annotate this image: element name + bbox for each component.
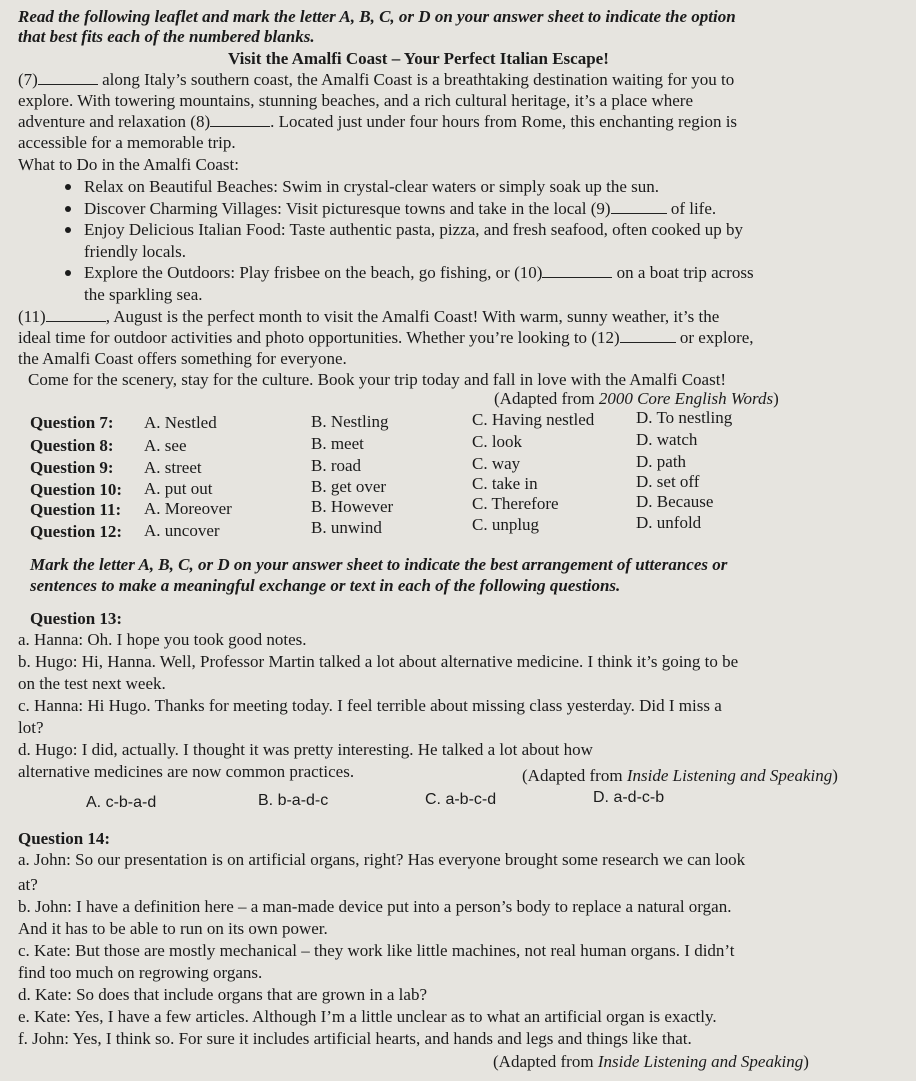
option-question-label: Question 9: [30,458,114,477]
option-c[interactable]: C. way [472,454,521,473]
q14-utterance-c-line2: find too much on regrowing organs. [18,963,263,982]
q13-option-a[interactable]: A. c-b-a-d [86,794,157,811]
option-question-label: Question 7: [30,413,114,432]
source-title: 2000 Core English Words [598,389,774,408]
para2-line2-pre: ideal time for outdoor activities and photo opportunities. Whether you’re looking to (12) [18,328,620,347]
source-prefix: (Adapted from [494,389,599,408]
leaflet-source [494,389,779,409]
blank-11 [46,307,106,322]
blank-12 [620,328,676,343]
source-suffix: ) [832,766,838,785]
q13-utterance-a: a. Hanna: Oh. I hope you took good notes. [18,630,307,649]
option-c[interactable]: C. take in [472,474,538,493]
option-b[interactable]: B. unwind [311,518,382,537]
q14-utterance-a-line1: a. John: So our presentation is on artificial organs, right? Has everyone brought some research we can look [18,850,746,869]
option-b[interactable]: B. get over [311,477,387,496]
option-d[interactable]: D. Because [636,492,714,511]
q13-utterance-c-line1: c. Hanna: Hi Hugo. Thanks for meeting today. I feel terrible about missing class yesterday. Did I miss a [18,696,722,715]
leaflet-para1-line4: accessible for a memorable trip. [18,133,236,152]
para1-line1-text: along Italy’s southern coast, the Amalfi Coast is a breathtaking destination waiting for you to [97,70,735,89]
bullet-dot-icon [65,227,71,233]
q13-option-c[interactable]: C. a-b-c-d [425,791,497,808]
option-d[interactable]: D. watch [636,430,698,449]
option-c[interactable]: C. look [472,432,523,451]
q13-utterance-d-line1: d. Hugo: I did, actually. I thought it was pretty interesting. He talked a lot about how [18,740,593,759]
option-c[interactable]: C. Having nestled [472,410,595,429]
q14-utterance-c-line1: c. Kate: But those are mostly mechanical – they work like little machines, not real human organs. I didn’t [18,941,735,960]
instruction2-line-1: Mark the letter A, B, C, or D on your answer sheet to indicate the best arrangement of utterances or [30,555,728,574]
option-question-label: Question 8: [30,436,114,455]
option-c[interactable]: C. unplug [472,515,540,534]
q13-utterance-b-line2: on the test next week. [18,674,166,693]
option-d[interactable]: D. set off [636,472,700,491]
bullet-dot-icon [65,206,71,212]
leaflet-para1-line3 [18,112,737,132]
source-title: Inside Listening and Speaking [626,766,833,785]
q14-utterance-f: f. John: Yes, I think so. For sure it includes artificial hearts, and hands and legs and things like that. [18,1029,692,1048]
bullet-villages-post: of life. [666,199,717,218]
bullet-food-line1: Enjoy Delicious Italian Food: Taste authentic pasta, pizza, and fresh seafood, often cooked up by [84,220,743,239]
option-a[interactable]: A. Moreover [144,499,232,518]
leaflet-para2-line1 [18,307,719,327]
q13-source [522,766,838,786]
q13-utterance-c-line2: lot? [18,718,44,737]
q13-utterance-b-line1: b. Hugo: Hi, Hanna. Well, Professor Martin talked a lot about alternative medicine. I think it’s going to be [18,652,739,671]
blank-10 [542,263,612,278]
para1-line3-post: . Located just under four hours from Rome, this enchanting region is [270,112,738,131]
q14-utterance-e: e. Kate: Yes, I have a few articles. Although I’m a little unclear as to what an artificial organ is exactly. [18,1007,717,1026]
option-b[interactable]: B. Nestling [311,412,389,431]
option-d[interactable]: D. To nestling [636,408,733,427]
source-title: Inside Listening and Speaking [597,1052,804,1071]
source-suffix: ) [803,1052,809,1071]
instruction2-line-2: sentences to make a meaningful exchange or text in each of the following questions. [30,576,621,595]
q14-source [493,1052,809,1072]
q13-option-b[interactable]: B. b-a-d-c [258,792,329,809]
option-b[interactable]: B. meet [311,434,364,453]
bullet-food-line2: friendly locals. [84,242,186,261]
leaflet-para1-line1 [18,70,734,90]
leaflet-para3: Come for the scenery, stay for the culture. Book your trip today and fall in love with the Amalfi Coast! [28,370,727,389]
option-a[interactable]: A. see [144,436,187,455]
q13-utterance-d-line2: alternative medicines are now common practices. [18,762,355,781]
bullet-villages [84,199,716,219]
q14-utterance-b-line2: And it has to be able to run on its own power. [18,919,328,938]
q14-utterance-d: d. Kate: So does that include organs that are grown in a lab? [18,985,427,1004]
option-question-label: Question 12: [30,522,123,541]
instruction-line-1: Read the following leaflet and mark the letter A, B, C, or D on your answer sheet to indicate the option [18,7,736,26]
q13-heading: Question 13: [30,609,123,628]
para2-line2-post: or explore, [675,328,754,347]
bullet-beaches: Relax on Beautiful Beaches: Swim in crystal-clear waters or simply soak up the sun. [84,177,660,196]
option-question-label: Question 11: [30,500,122,519]
leaflet-title: Visit the Amalfi Coast – Your Perfect Italian Escape! [228,49,609,68]
bullet-outdoors-line2: the sparkling sea. [84,285,203,304]
bullet-dot-icon [65,184,71,190]
option-a[interactable]: A. put out [144,479,213,498]
option-d[interactable]: D. path [636,452,687,471]
blank-9 [611,199,667,214]
para2-line1-text: , August is the perfect month to visit the Amalfi Coast! With warm, sunny weather, it’s the [105,307,720,326]
option-question-label: Question 10: [30,480,123,499]
option-d[interactable]: D. unfold [636,513,702,532]
source-prefix: (Adapted from [493,1052,598,1071]
blank-8 [210,112,270,127]
instruction-line-2: that best fits each of the numbered blanks. [18,27,315,46]
source-suffix: ) [773,389,779,408]
bullet-villages-pre: Discover Charming Villages: Visit picturesque towns and take in the local (9) [84,199,611,218]
leaflet-para2-line3: the Amalfi Coast offers something for everyone. [18,349,347,368]
bullet-outdoors-pre: Explore the Outdoors: Play frisbee on the beach, go fishing, or (10) [84,263,543,282]
q14-utterance-b-line1: b. John: I have a definition here – a man-made device put into a person’s body to replace a natural organ. [18,897,732,916]
bullet-outdoors-line1 [84,263,754,283]
option-b[interactable]: B. However [311,497,394,516]
blank-7 [38,70,98,85]
option-a[interactable]: A. uncover [144,521,220,540]
q14-utterance-a-line2: at? [18,875,38,894]
option-c[interactable]: C. Therefore [472,494,559,513]
leaflet-para2-line2 [18,328,754,348]
bullet-outdoors-post: on a boat trip across [612,263,754,282]
blank-number-11: (11) [18,307,46,326]
source-prefix: (Adapted from [522,766,627,785]
option-b[interactable]: B. road [311,456,362,475]
what-to-do-heading: What to Do in the Amalfi Coast: [18,155,239,174]
q13-option-d[interactable]: D. a-d-c-b [593,789,665,806]
leaflet-para1-line2: explore. With towering mountains, stunning beaches, and a rich cultural heritage, it’s a place where [18,91,694,110]
bullet-dot-icon [65,270,71,276]
blank-number-7: (7) [18,70,38,89]
option-a[interactable]: A. Nestled [144,413,217,432]
q14-heading: Question 14: [18,829,111,848]
para1-line3-pre: adventure and relaxation (8) [18,112,211,131]
option-a[interactable]: A. street [144,458,202,477]
